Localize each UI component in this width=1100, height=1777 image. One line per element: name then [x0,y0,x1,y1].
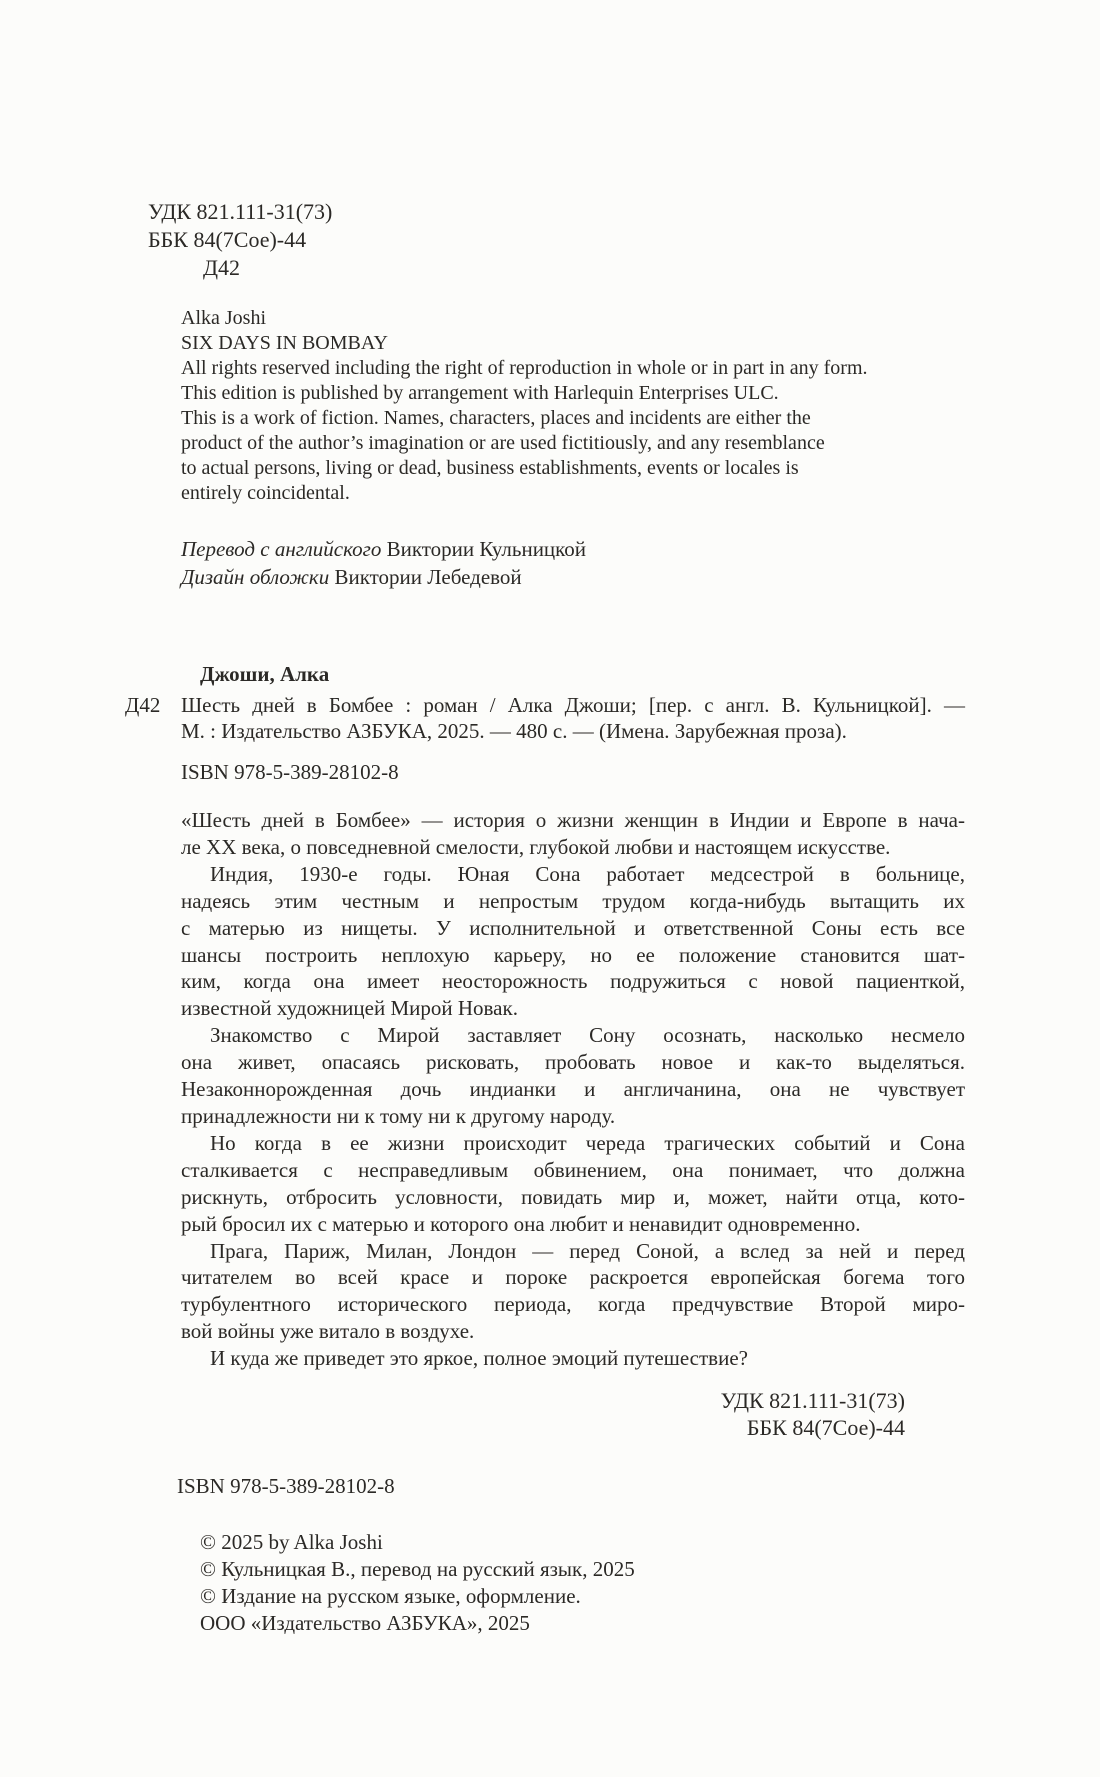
credits-block [181,535,586,591]
annotation-paragraph: Индия, 1930-е годы. Юная Сона работает медсестрой в больнице, надеясь этим честным и непростым трудом когда-нибудь вытащить их с матерью из нищеты. У исполнительной и ответственной Соны есть все шансы построить неплохую карьеру, но ее положение становится шат- ким, когда она имеет неосторожность подружиться с новой пациенткой, известной художницей Мирой Новак. [181,861,965,1021]
english-rights-block: Alka Joshi SIX DAYS IN BOMBAY All rights reserved including the right of reproduction in whole or in part in any form. This edition is published by arrangement with Harlequin Enterprises ULC. This is a work of fiction. Names, characters, places and incidents are either the product of the author’s imagination or are used fictitiously, and any resemblance to actual persons, living or dead, business establishments, events or locales is entirely coincidental. [181,307,868,504]
author-sign-code: Д42 [203,255,241,280]
catalog-entry-text: Шесть дней в Бомбее : роман / Алка Джоши; [пер. с англ. В. Кульницкой]. — М. : Издательство АЗБУКА, 2025. — 480 с. — (Имена. Зарубежная проза). [181,693,965,743]
copyright-block: © 2025 by Alka Joshi © Кульницкая В., перевод на русский язык, 2025 © Издание на русском языке, оформление. ООО «Издательство АЗБУКА», 2025 [200,1530,635,1635]
translation-credit [181,535,586,563]
design-role-label: Дизайн обложки [181,565,330,589]
top-codes-block [148,198,332,282]
catalog-entry-code: Д42 [125,693,161,717]
bottom-udc-code: УДК 821.111-31(73) [720,1388,905,1413]
bottom-codes-block [181,1387,905,1441]
annotation-paragraph: «Шесть дней в Бомбее» — история о жизни женщин в Индии и Европе в нача- ле XX века, о повседневной смелости, глубокой любви и настоящем искусстве. [181,808,965,859]
annotation-paragraph: Но когда в ее жизни происходит череда трагических событий и Сона сталкивается с несправедливым обвинением, она понимает, что должна рискнуть, отбросить условности, повидать мир и, может, найти отца, кото- рый бросил их с матерью и которого она любит и ненавидит одновременно. [181,1130,965,1236]
translation-role-label: Перевод с английского [181,537,382,561]
annotation-paragraph: Знакомство с Мирой заставляет Сону осознать, насколько несмело она живет, опасаясь рисковать, пробовать новое и как-то выделяться. Незаконнорожденная дочь индианки и англичанина, она не чувствует принадлежности ни к тому ни к другому народу. [181,1023,965,1128]
translator-name: Виктории Кульницкой [381,537,587,561]
annotation-block [181,807,965,1372]
catalog-author-heading: Джоши, Алка [200,662,330,686]
udc-code: УДК 821.111-31(73) [148,199,333,224]
annotation-paragraph: Прага, Париж, Милан, Лондон — перед Соной, а вслед за ней и перед читателем во всей красе и пороке раскроется европейская богема того турбулентного исторического периода, когда предчувствие Второй миро- вой войны уже витало в воздухе. [181,1238,965,1344]
bbk-code: ББК 84(7Сое)-44 [148,227,307,252]
isbn-bottom: ISBN 978-5-389-28102-8 [177,1474,395,1498]
isbn-catalog: ISBN 978-5-389-28102-8 [181,760,399,784]
design-credit [181,563,586,591]
designer-name: Виктории Лебедевой [329,565,522,589]
annotation-paragraph: И куда же приведет это яркое, полное эмоций путешествие? [210,1346,748,1371]
catalog-entry [125,692,965,744]
bottom-bbk-code: ББК 84(7Сое)-44 [746,1415,905,1440]
